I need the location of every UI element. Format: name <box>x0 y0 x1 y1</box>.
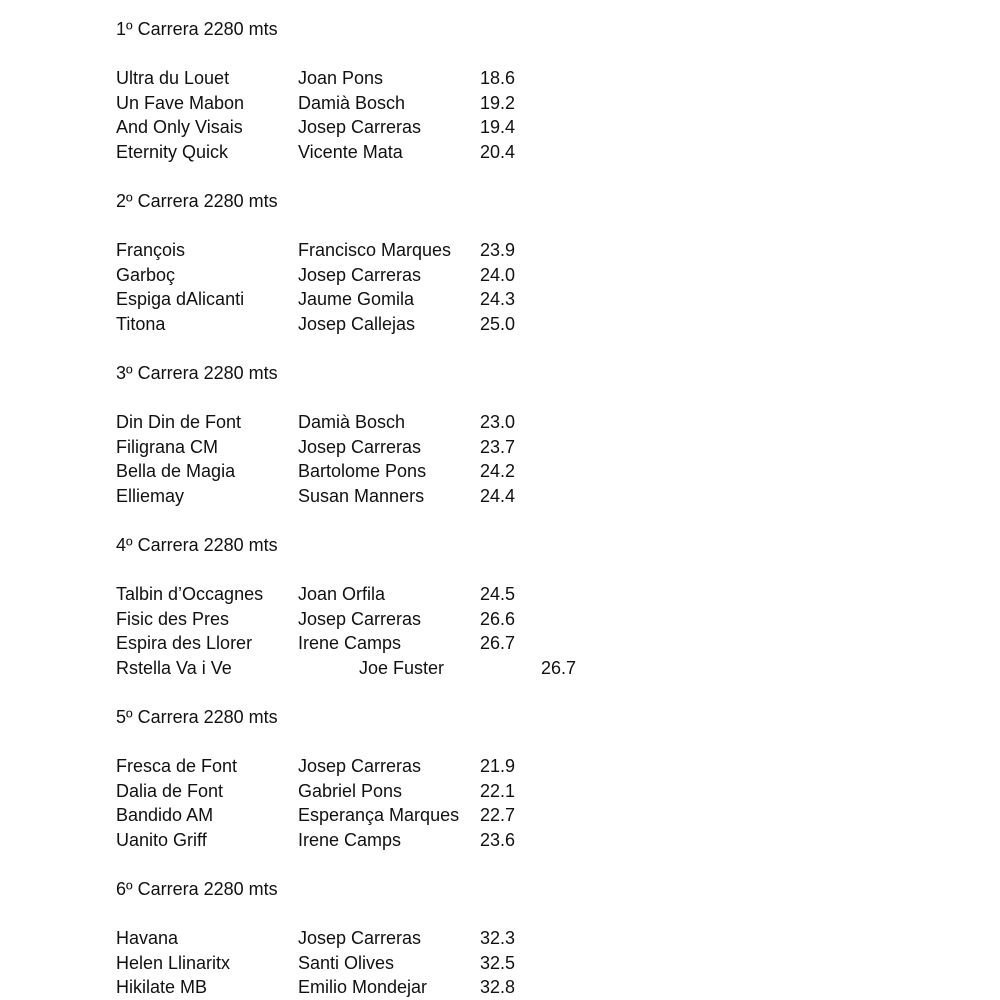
driver-name: Irene Camps <box>298 633 402 653</box>
race-time: 22.1 <box>480 780 516 801</box>
horse-name: And Only Visais <box>116 117 243 137</box>
horse-name: Fisic des Pres <box>116 608 230 629</box>
horse-name: Bandido AM <box>116 805 214 825</box>
driver-name: Joe Fuster <box>359 657 445 678</box>
race-entry <box>116 779 716 804</box>
race-time: 19.2 <box>480 92 516 113</box>
horse-name: Espira des Llorer <box>116 633 253 653</box>
horse-name: Dalia de Font <box>116 780 224 801</box>
horse-name: Rstella Va i Ve <box>116 657 232 678</box>
race-entry <box>116 828 716 853</box>
horse-name: Talbin d’Occagnes <box>116 584 264 604</box>
race-time: 18.6 <box>480 68 516 88</box>
race-title: 4º Carrera 2280 mts <box>116 535 278 555</box>
race-entry <box>116 975 716 1000</box>
horse-name: Espiga dAlicanti <box>116 289 245 309</box>
race-entry <box>116 754 716 779</box>
race-entries <box>116 926 716 1000</box>
horse-name: François <box>116 240 186 260</box>
race-entry <box>116 459 716 484</box>
horse-name: Din Din de Font <box>116 412 242 432</box>
horse-name: Garboç <box>116 264 176 285</box>
race-time: 20.4 <box>480 141 516 162</box>
race-entry <box>116 263 716 288</box>
race-section-3 <box>116 361 716 508</box>
driver-name: Josep Carreras <box>298 756 422 776</box>
driver-name: Irene Camps <box>298 829 402 850</box>
driver-name: Josep Carreras <box>298 117 422 137</box>
race-entry <box>116 582 716 607</box>
race-entry <box>116 66 716 91</box>
race-entries <box>116 238 716 336</box>
race-time: 23.0 <box>480 412 516 432</box>
race-entries <box>116 754 716 852</box>
driver-name: Jaume Gomila <box>298 289 415 309</box>
horse-name: Fresca de Font <box>116 756 238 776</box>
race-entry <box>116 91 716 116</box>
horse-name: Un Fave Mabon <box>116 92 245 113</box>
race-time: 24.3 <box>480 289 516 309</box>
race-time: 24.2 <box>480 461 516 481</box>
race-entry <box>116 140 716 165</box>
race-entry <box>116 287 716 312</box>
race-time: 23.7 <box>480 436 516 457</box>
race-title: 5º Carrera 2280 mts <box>116 707 278 727</box>
race-time: 24.4 <box>480 485 516 506</box>
driver-name: Damià Bosch <box>298 92 406 113</box>
race-entry <box>116 926 716 951</box>
driver-name: Susan Manners <box>298 485 425 506</box>
driver-name: Santi Olives <box>298 952 395 973</box>
driver-name: Vicente Mata <box>298 141 403 162</box>
horse-name: Elliemay <box>116 485 185 506</box>
race-time: 23.6 <box>480 829 516 850</box>
race-time: 32.3 <box>480 928 516 948</box>
race-time: 24.5 <box>480 584 516 604</box>
race-time: 32.8 <box>480 977 516 997</box>
race-entry <box>116 410 716 435</box>
race-section-4 <box>116 533 716 680</box>
race-entry <box>116 631 716 656</box>
race-time: 26.6 <box>480 608 516 629</box>
driver-name: Francisco Marques <box>298 240 452 260</box>
horse-name: Uanito Griff <box>116 829 207 850</box>
horse-name: Eternity Quick <box>116 141 229 162</box>
race-section-1 <box>116 17 716 164</box>
race-time: 21.9 <box>480 756 516 776</box>
horse-name: Bella de Magia <box>116 461 236 481</box>
race-section-6 <box>116 877 716 1000</box>
race-entry <box>116 238 716 263</box>
driver-name: Gabriel Pons <box>298 780 403 801</box>
driver-name: Joan Orfila <box>298 584 386 604</box>
race-time: 22.7 <box>480 805 516 825</box>
driver-name: Josep Callejas <box>298 313 416 334</box>
driver-name: Damià Bosch <box>298 412 406 432</box>
race-time: 24.0 <box>480 264 516 285</box>
race-title: 3º Carrera 2280 mts <box>116 363 278 383</box>
race-entries <box>116 410 716 508</box>
horse-name: Helen Llinaritx <box>116 952 231 973</box>
race-title: 2º Carrera 2280 mts <box>116 191 278 211</box>
driver-name: Josep Carreras <box>298 264 422 285</box>
horse-name: Titona <box>116 313 166 334</box>
horse-name: Filigrana CM <box>116 436 219 457</box>
race-entry <box>116 607 716 632</box>
race-time: 23.9 <box>480 240 516 260</box>
horse-name: Hikilate MB <box>116 977 208 997</box>
driver-name: Josep Carreras <box>298 928 422 948</box>
race-section-2 <box>116 189 716 336</box>
race-time: 26.7 <box>541 657 577 678</box>
race-entry <box>116 435 716 460</box>
race-entries <box>116 66 716 164</box>
race-time: 32.5 <box>480 952 516 973</box>
race-entries <box>116 582 716 680</box>
driver-name: Esperança Marques <box>298 805 460 825</box>
race-time: 25.0 <box>480 313 516 334</box>
race-title: 6º Carrera 2280 mts <box>116 879 278 899</box>
race-time: 19.4 <box>480 117 516 137</box>
driver-name: Josep Carreras <box>298 608 422 629</box>
race-entry <box>116 115 716 140</box>
race-entry <box>116 484 716 509</box>
race-time: 26.7 <box>480 633 516 653</box>
race-entry <box>116 803 716 828</box>
driver-name: Josep Carreras <box>298 436 422 457</box>
race-entry <box>116 656 716 681</box>
driver-name: Emilio Mondejar <box>298 977 428 997</box>
race-section-5 <box>116 705 716 852</box>
race-title: 1º Carrera 2280 mts <box>116 19 278 39</box>
race-entry <box>116 951 716 976</box>
horse-name: Havana <box>116 928 179 948</box>
driver-name: Joan Pons <box>298 68 384 88</box>
horse-name: Ultra du Louet <box>116 68 230 88</box>
race-entry <box>116 312 716 337</box>
driver-name: Bartolome Pons <box>298 461 427 481</box>
